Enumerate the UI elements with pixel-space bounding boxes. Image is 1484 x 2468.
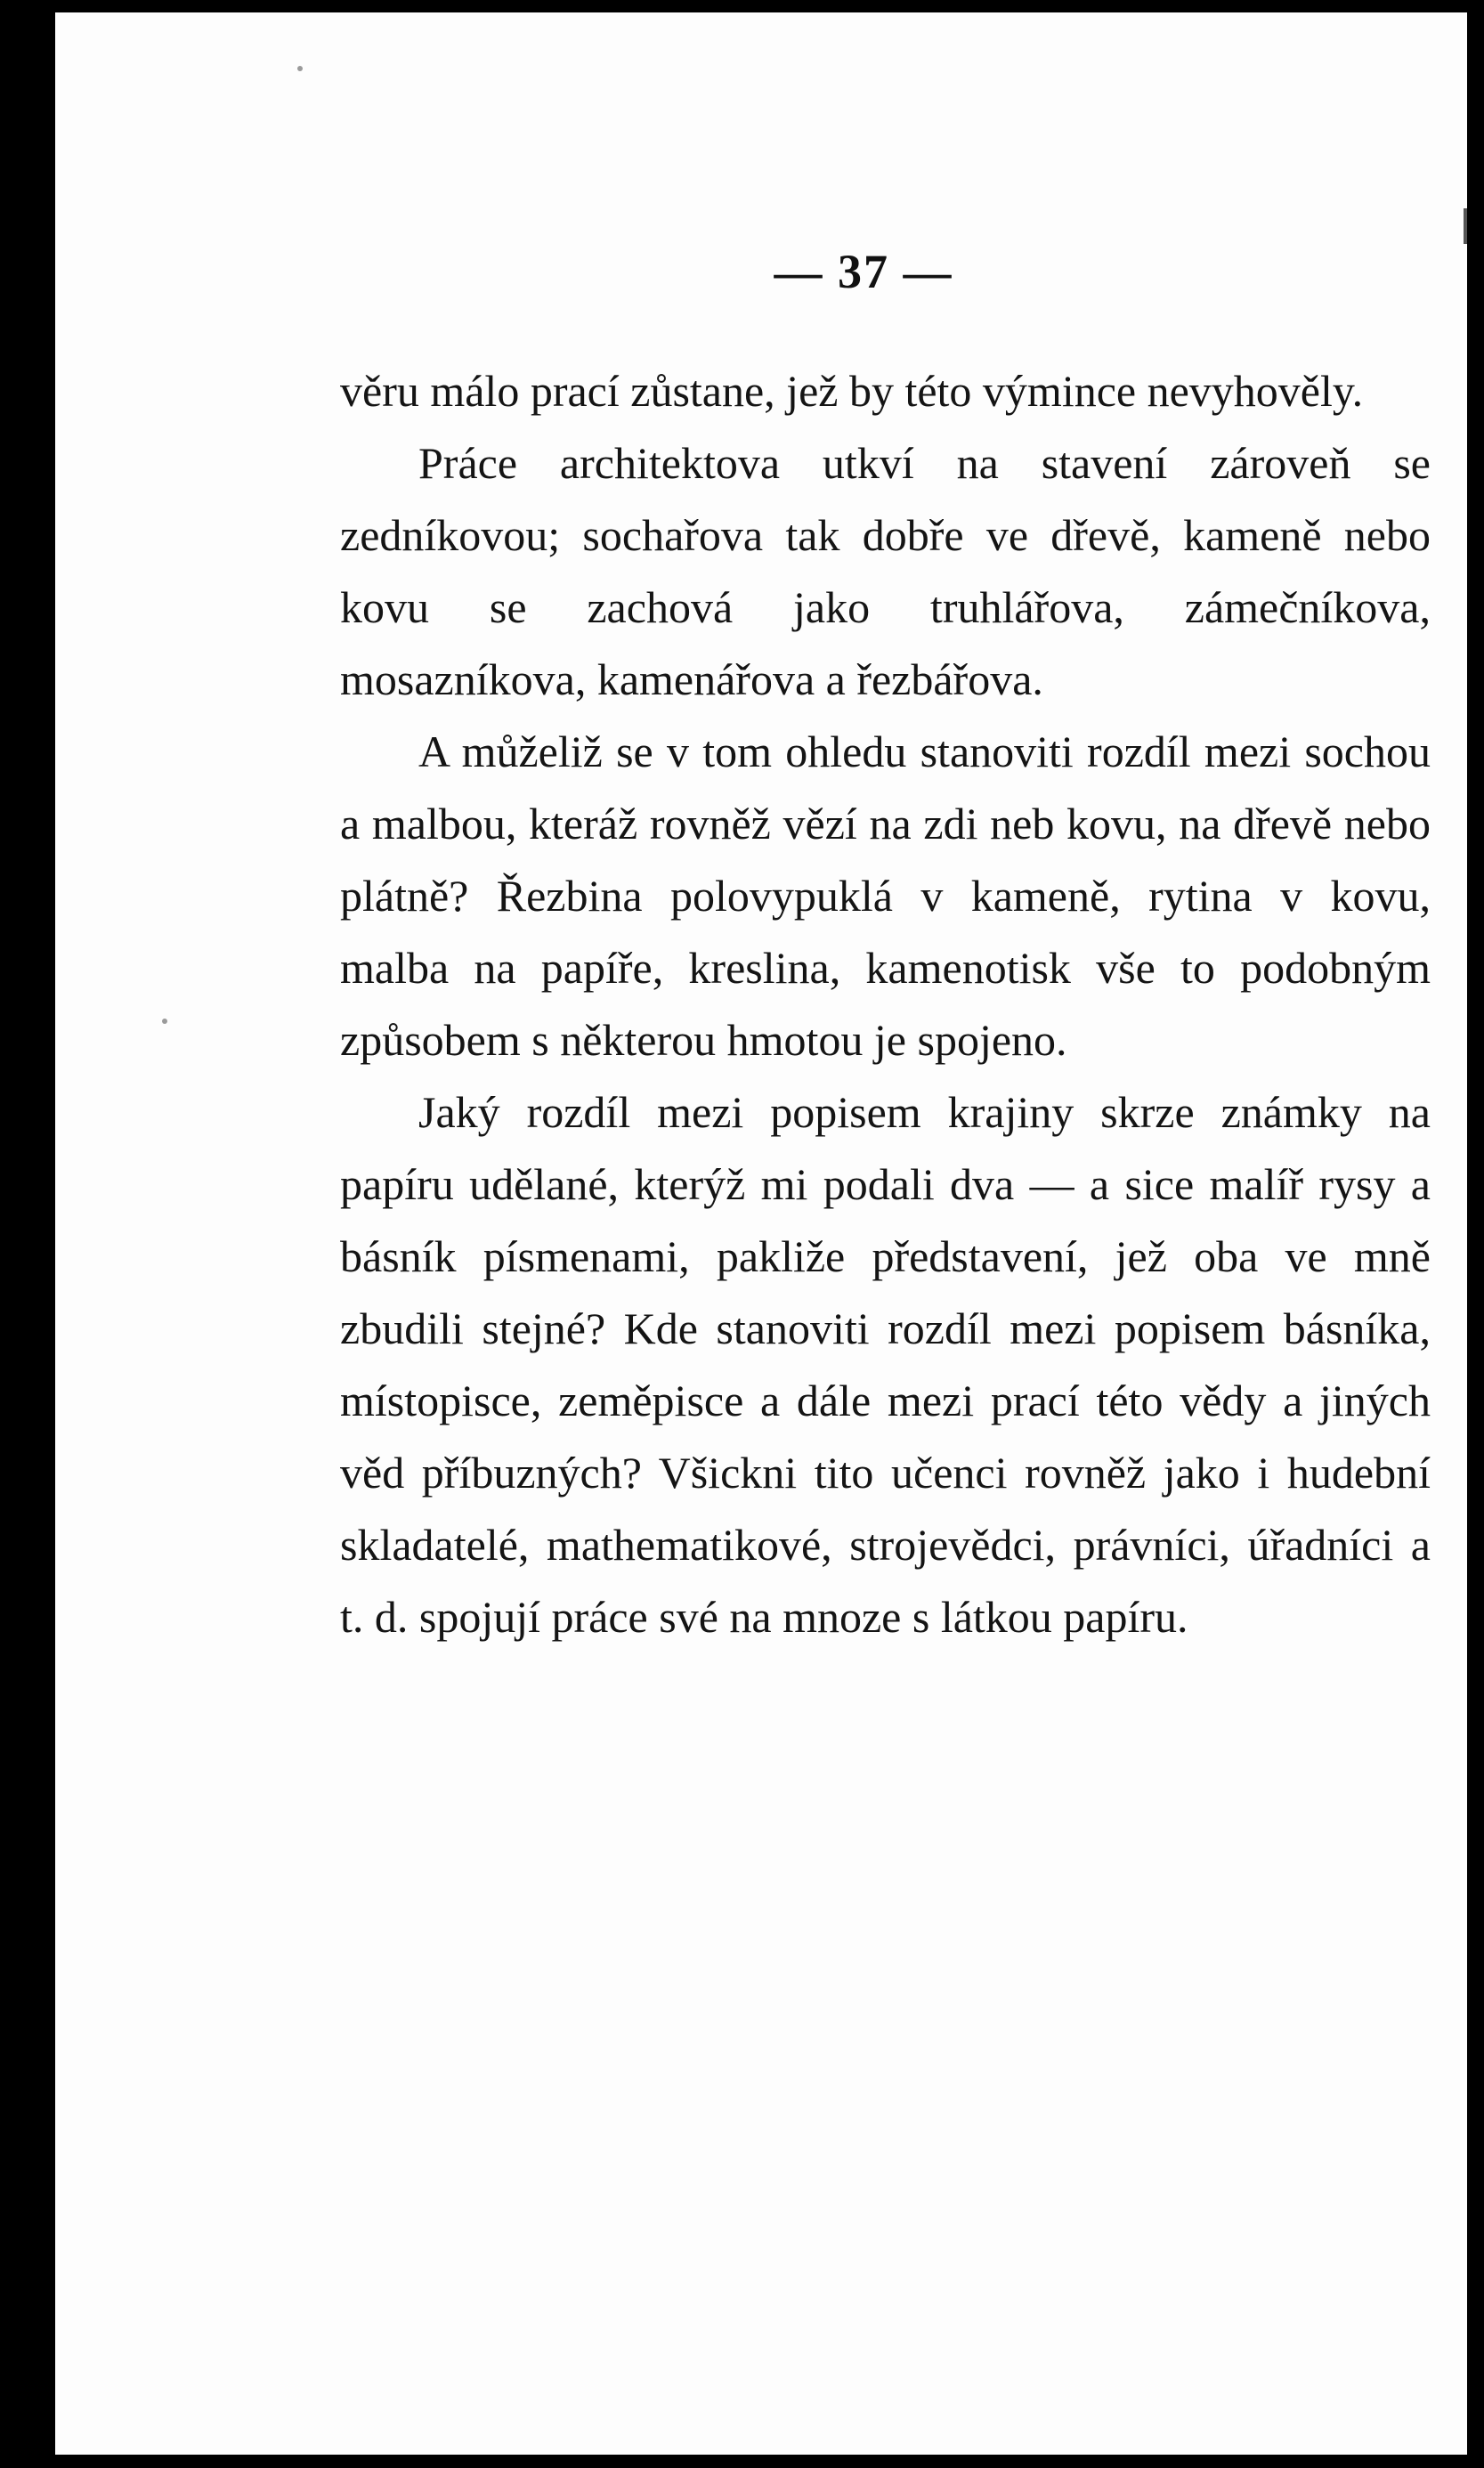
dust-speck xyxy=(162,1019,167,1024)
body-text xyxy=(340,355,1431,1653)
paragraph-1: věru málo prací zůstane, jež by této výmince nevyhověly. xyxy=(340,366,1364,416)
dust-speck xyxy=(297,66,303,71)
page-edge-mark xyxy=(1464,208,1467,244)
paragraph-4: Jaký rozdíl mezi popisem krajiny skrze známky na papíru udělané, kterýž mi podali dva — a sice malíř rysy a básník písmenami, pakliže představení, jež oba ve mně zbudili stejné? Kde stanoviti rozdíl mezi popisem básníka, místopisce, zeměpisce a dále mezi prací této vědy a jiných věd příbuzných? Všickni tito učenci rovněž jako i hudební skladatelé, mathematikové, strojevědci, právníci, úřadníci a t. d. spojují práce své na mnoze s látkou papíru. xyxy=(340,1087,1431,1642)
page-number: — 37 — xyxy=(774,245,953,298)
paragraph-3: A můželiž se v tom ohledu stanoviti rozdíl mezi sochou a malbou, kteráž rovněž vězí na zdi neb kovu, na dřevě nebo plátně? Řezbina polovypuklá v kameně, rytina v kovu, malba na papíře, kreslina, kamenotisk vše to podobným způsobem s některou hmotou je spojeno. xyxy=(340,727,1431,1065)
paragraph-2: Práce architektova utkví na stavení zároveň se zedníkovou; sochařova tak dobře ve dřevě, kameně nebo kovu se zachová jako truhlářova, zámečníkova, mosazníkova, kamenářova a řezbářova. xyxy=(340,438,1431,704)
scanned-page xyxy=(55,12,1467,2455)
